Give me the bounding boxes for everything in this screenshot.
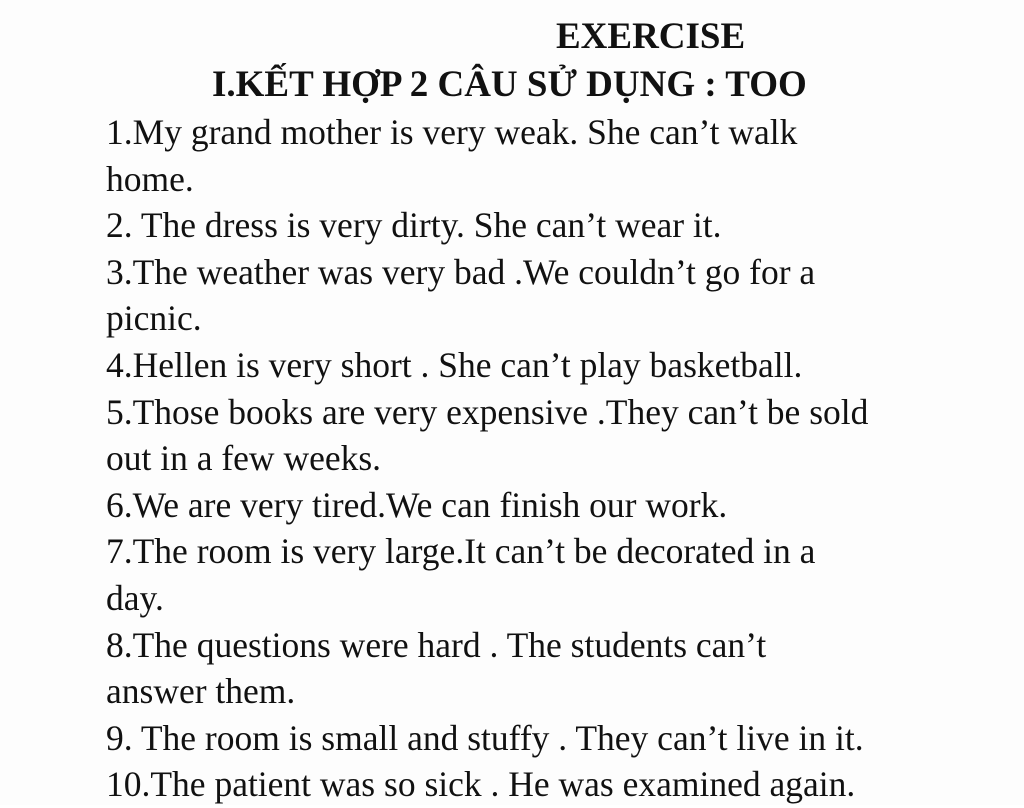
- exercise-line: picnic.: [106, 298, 202, 339]
- exercise-line: 1.My grand mother is very weak. She can’t walk: [106, 112, 798, 152]
- exercise-line: home.: [106, 158, 194, 199]
- exercise-line: 9. The room is small and stuffy . They can’t live in it.: [106, 717, 864, 758]
- section-heading: I.KẾT HỢP 2 CÂU SỬ DỤNG : TOO: [212, 64, 807, 105]
- exercise-line: day.: [106, 577, 164, 618]
- exercise-line: 6.We are very tired.We can finish our work.: [106, 484, 728, 525]
- page-title: EXERCISE: [556, 16, 746, 57]
- exercise-line: 8.The questions were hard . The students can’t: [106, 624, 767, 665]
- exercise-line: answer them.: [106, 671, 296, 712]
- exercise-line: out in a few weeks.: [106, 438, 382, 479]
- exercise-list: [106, 109, 956, 808]
- exercise-line: 3.The weather was very bad .We couldn’t go for a: [106, 251, 816, 292]
- exercise-line: 2. The dress is very dirty. She can’t wear it.: [106, 205, 722, 246]
- exercise-line: 5.Those books are very expensive .They can’t be sold: [106, 391, 869, 432]
- exercise-line: 4.Hellen is very short . She can’t play basketball.: [106, 344, 803, 385]
- exercise-line: 7.The room is very large.It can’t be decorated in a: [106, 531, 816, 572]
- exercise-line: 10.The patient was so sick . He was examined again.: [106, 764, 856, 805]
